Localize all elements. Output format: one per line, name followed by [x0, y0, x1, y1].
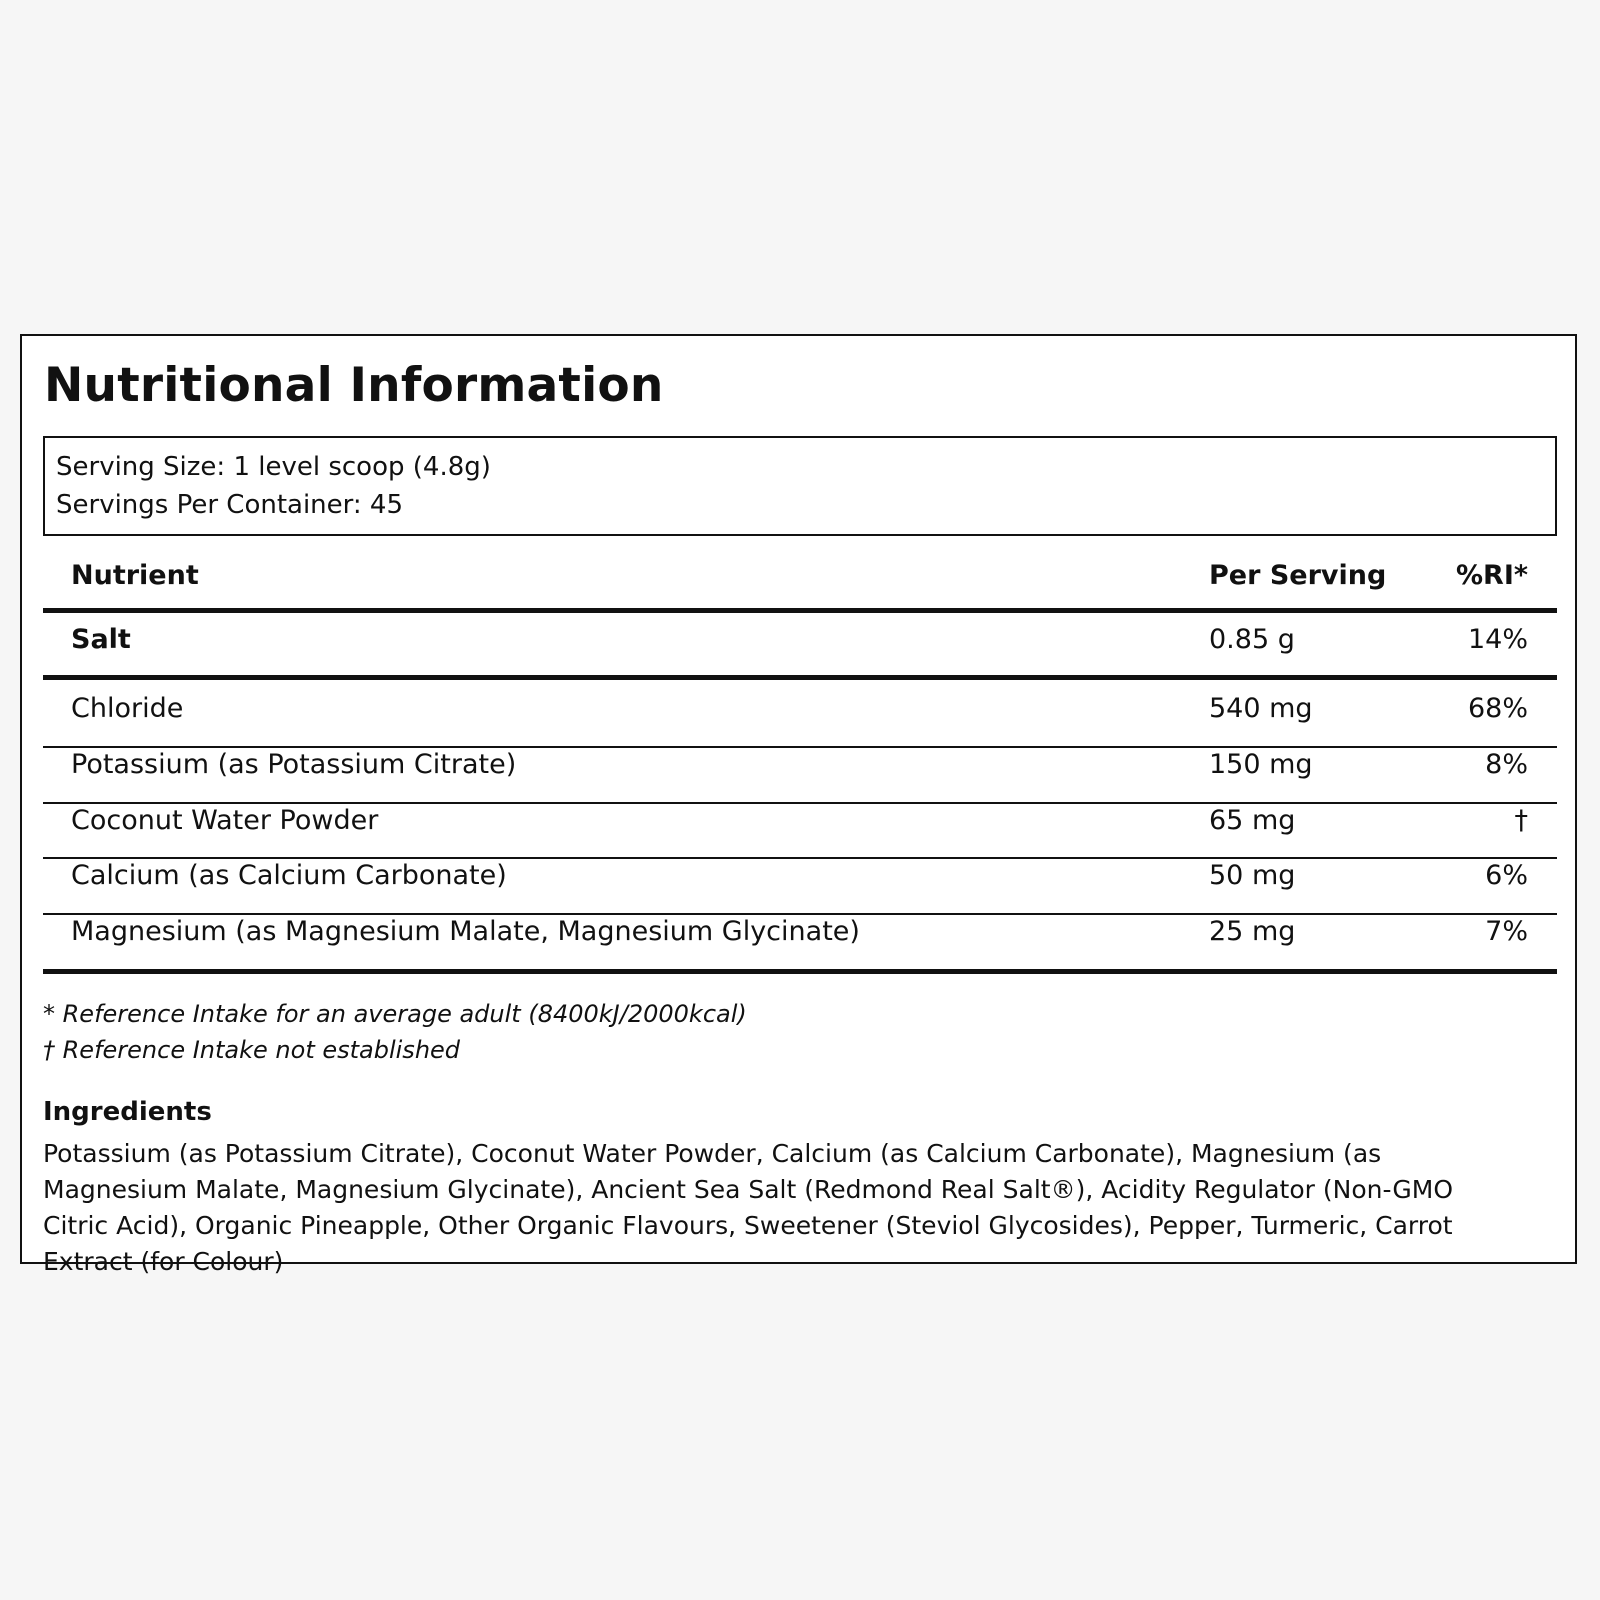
- header-per-serving: Per Serving: [1209, 560, 1387, 591]
- ingredients-text: Potassium (as Potassium Citrate), Coconut Water Powder, Calcium (as Calcium Carbonate), Magnesium (as Magnesium Malate, Magnesium Glycinate), Ancient Sea Salt (Redmond Real Salt®), Acidity Regulator (Non-GMO Citric Acid), Organic Pineapple, Other Organic Flavours, Sweetener (Steviol Glycosides), Pepper, Turmeric, Carrot Extract (for Colour): [43, 1139, 1454, 1276]
- nutrient-ri: 6%: [1485, 860, 1528, 891]
- nutrient-name: Potassium (as Potassium Citrate): [71, 749, 517, 780]
- nutrient-ri: †: [1514, 805, 1528, 836]
- table-row-calcium: [43, 849, 1557, 903]
- nutrient-amount: 150 mg: [1209, 749, 1313, 780]
- table-row-potassium: [43, 738, 1557, 792]
- table-row-coconut-water: [43, 794, 1557, 848]
- serving-info-box: [43, 436, 1557, 536]
- footnote-ri: * Reference Intake for an average adult (8400kJ/2000kcal): [43, 1000, 747, 1028]
- footnote-dagger: † Reference Intake not established: [43, 1036, 461, 1064]
- nutrient-name: Salt: [71, 624, 131, 655]
- table-header: [43, 558, 1557, 608]
- nutrient-amount: 25 mg: [1209, 916, 1296, 947]
- nutrient-amount: 65 mg: [1209, 805, 1296, 836]
- nutrient-name: Calcium (as Calcium Carbonate): [71, 860, 507, 891]
- serving-size: Serving Size: 1 level scoop (4.8g): [56, 452, 491, 482]
- footnotes: [43, 996, 747, 1068]
- table-row-chloride: [43, 682, 1557, 736]
- nutrient-ri: 14%: [1467, 624, 1528, 655]
- table-bottom-divider: [43, 969, 1557, 974]
- header-ri: %RI*: [1455, 560, 1528, 591]
- nutrient-amount: 540 mg: [1209, 693, 1313, 724]
- nutrient-amount: 50 mg: [1209, 860, 1296, 891]
- salt-divider: [43, 675, 1557, 680]
- table-row-salt: [43, 613, 1557, 667]
- page-title: Nutritional Information: [44, 358, 664, 413]
- table-row-magnesium: [43, 905, 1557, 959]
- ingredients-heading: Ingredients: [43, 1097, 212, 1127]
- nutrient-name: Chloride: [71, 693, 184, 724]
- nutrient-ri: 8%: [1485, 749, 1528, 780]
- nutrient-name: Magnesium (as Magnesium Malate, Magnesium Glycinate): [71, 916, 860, 947]
- nutrition-panel: [20, 334, 1577, 1276]
- header-nutrient: Nutrient: [71, 560, 199, 591]
- nutrient-ri: 7%: [1485, 916, 1528, 947]
- nutrient-name: Coconut Water Powder: [71, 805, 379, 836]
- servings-per-container: Servings Per Container: 45: [56, 490, 404, 520]
- nutrient-ri: 68%: [1467, 693, 1528, 724]
- nutrient-amount: 0.85 g: [1209, 624, 1295, 655]
